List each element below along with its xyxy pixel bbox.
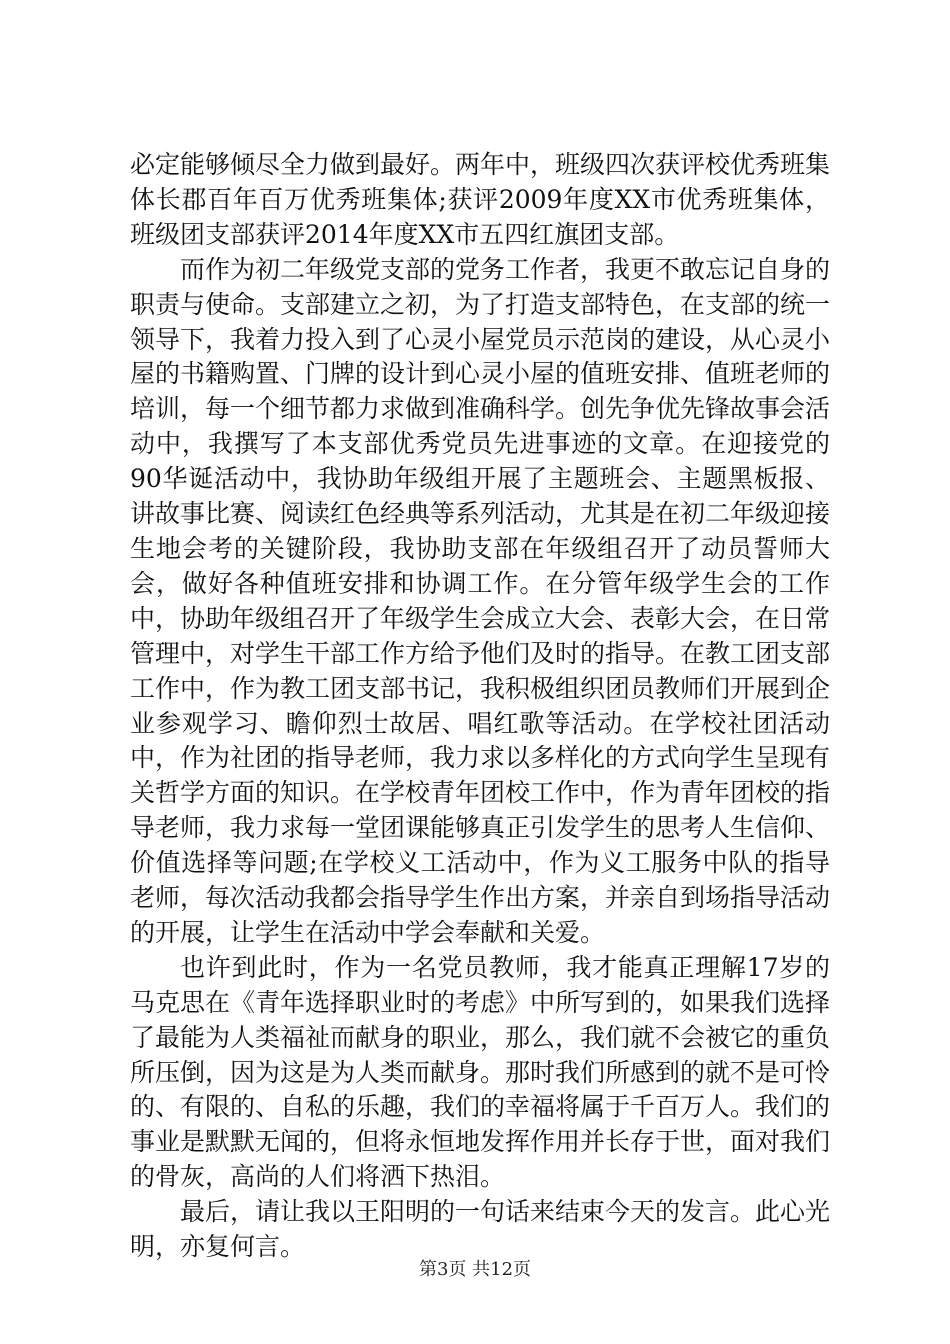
paragraph-3: 也许到此时，作为一名党员教师，我才能真正理解17岁的马克思在《青年选择职业时的考虑》中所写到的，如果我们选择了最能为人类福祉而献身的职业，那么，我们就不会被它的重负所压倒，因为这是为人类而献身。那时我们所感到的就不是可怜的、有限的、自私的乐趣，我们的幸福将属于千百万人。我们的事业是默默无闻的，但将永恒地发挥作用并长存于世，面对我们的骨灰，高尚的人们将洒下热泪。 <box>130 952 831 1192</box>
paragraph-2: 而作为初二年级党支部的党务工作者，我更不敢忘记自身的职责与使命。支部建立之初，为了打造支部特色，在支部的统一领导下，我着力投入到了心灵小屋党员示范岗的建设，从心灵小屋的书籍购置、门牌的设计到心灵小屋的值班安排、值班老师的培训，每一个细节都力求做到准确科学。创先争优先锋故事会活动中，我撰写了本支部优秀党员先进事迹的文章。在迎接党的90华诞活动中，我协助年级组开展了主题班会、主题黑板报、讲故事比赛、阅读红色经典等系列活动，尤其是在初二年级迎接生地会考的关键阶段，我协助支部在年级组召开了动员誓师大会，做好各种值班安排和协调工作。在分管年级学生会的工作中，协助年级组召开了年级学生会成立大会、表彰大会，在日常管理中，对学生干部工作方给予他们及时的指导。在教工团支部工作中，作为教工团支部书记，我积极组织团员教师们开展到企业参观学习、瞻仰烈士故居、唱红歌等活动。在学校社团活动中，作为社团的指导老师，我力求以多样化的方式向学生呈现有关哲学方面的知识。在学校青年团校工作中，作为青年团校的指导老师，我力求每一堂团课能够真正引发学生的思考人生信仰、价值选择等问题;在学校义工活动中，作为义工服务中队的指导老师，每次活动我都会指导学生作出方案，并亲自到场指导活动的开展，让学生在活动中学会奉献和关爱。 <box>130 254 831 947</box>
page-number-footer: 第3页 共12页 <box>418 1259 532 1280</box>
paragraph-1: 必定能够倾尽全力做到最好。两年中，班级四次获评校优秀班集体长郡百年百万优秀班集体;获评2009年度XX市优秀班集体，班级团支部获评2014年度XX市五四红旗团支部。 <box>130 150 831 249</box>
paragraph-4: 最后，请让我以王阳明的一句话来结束今天的发言。此心光明，亦复何言。 <box>130 1197 831 1262</box>
document-body <box>130 148 830 1265</box>
